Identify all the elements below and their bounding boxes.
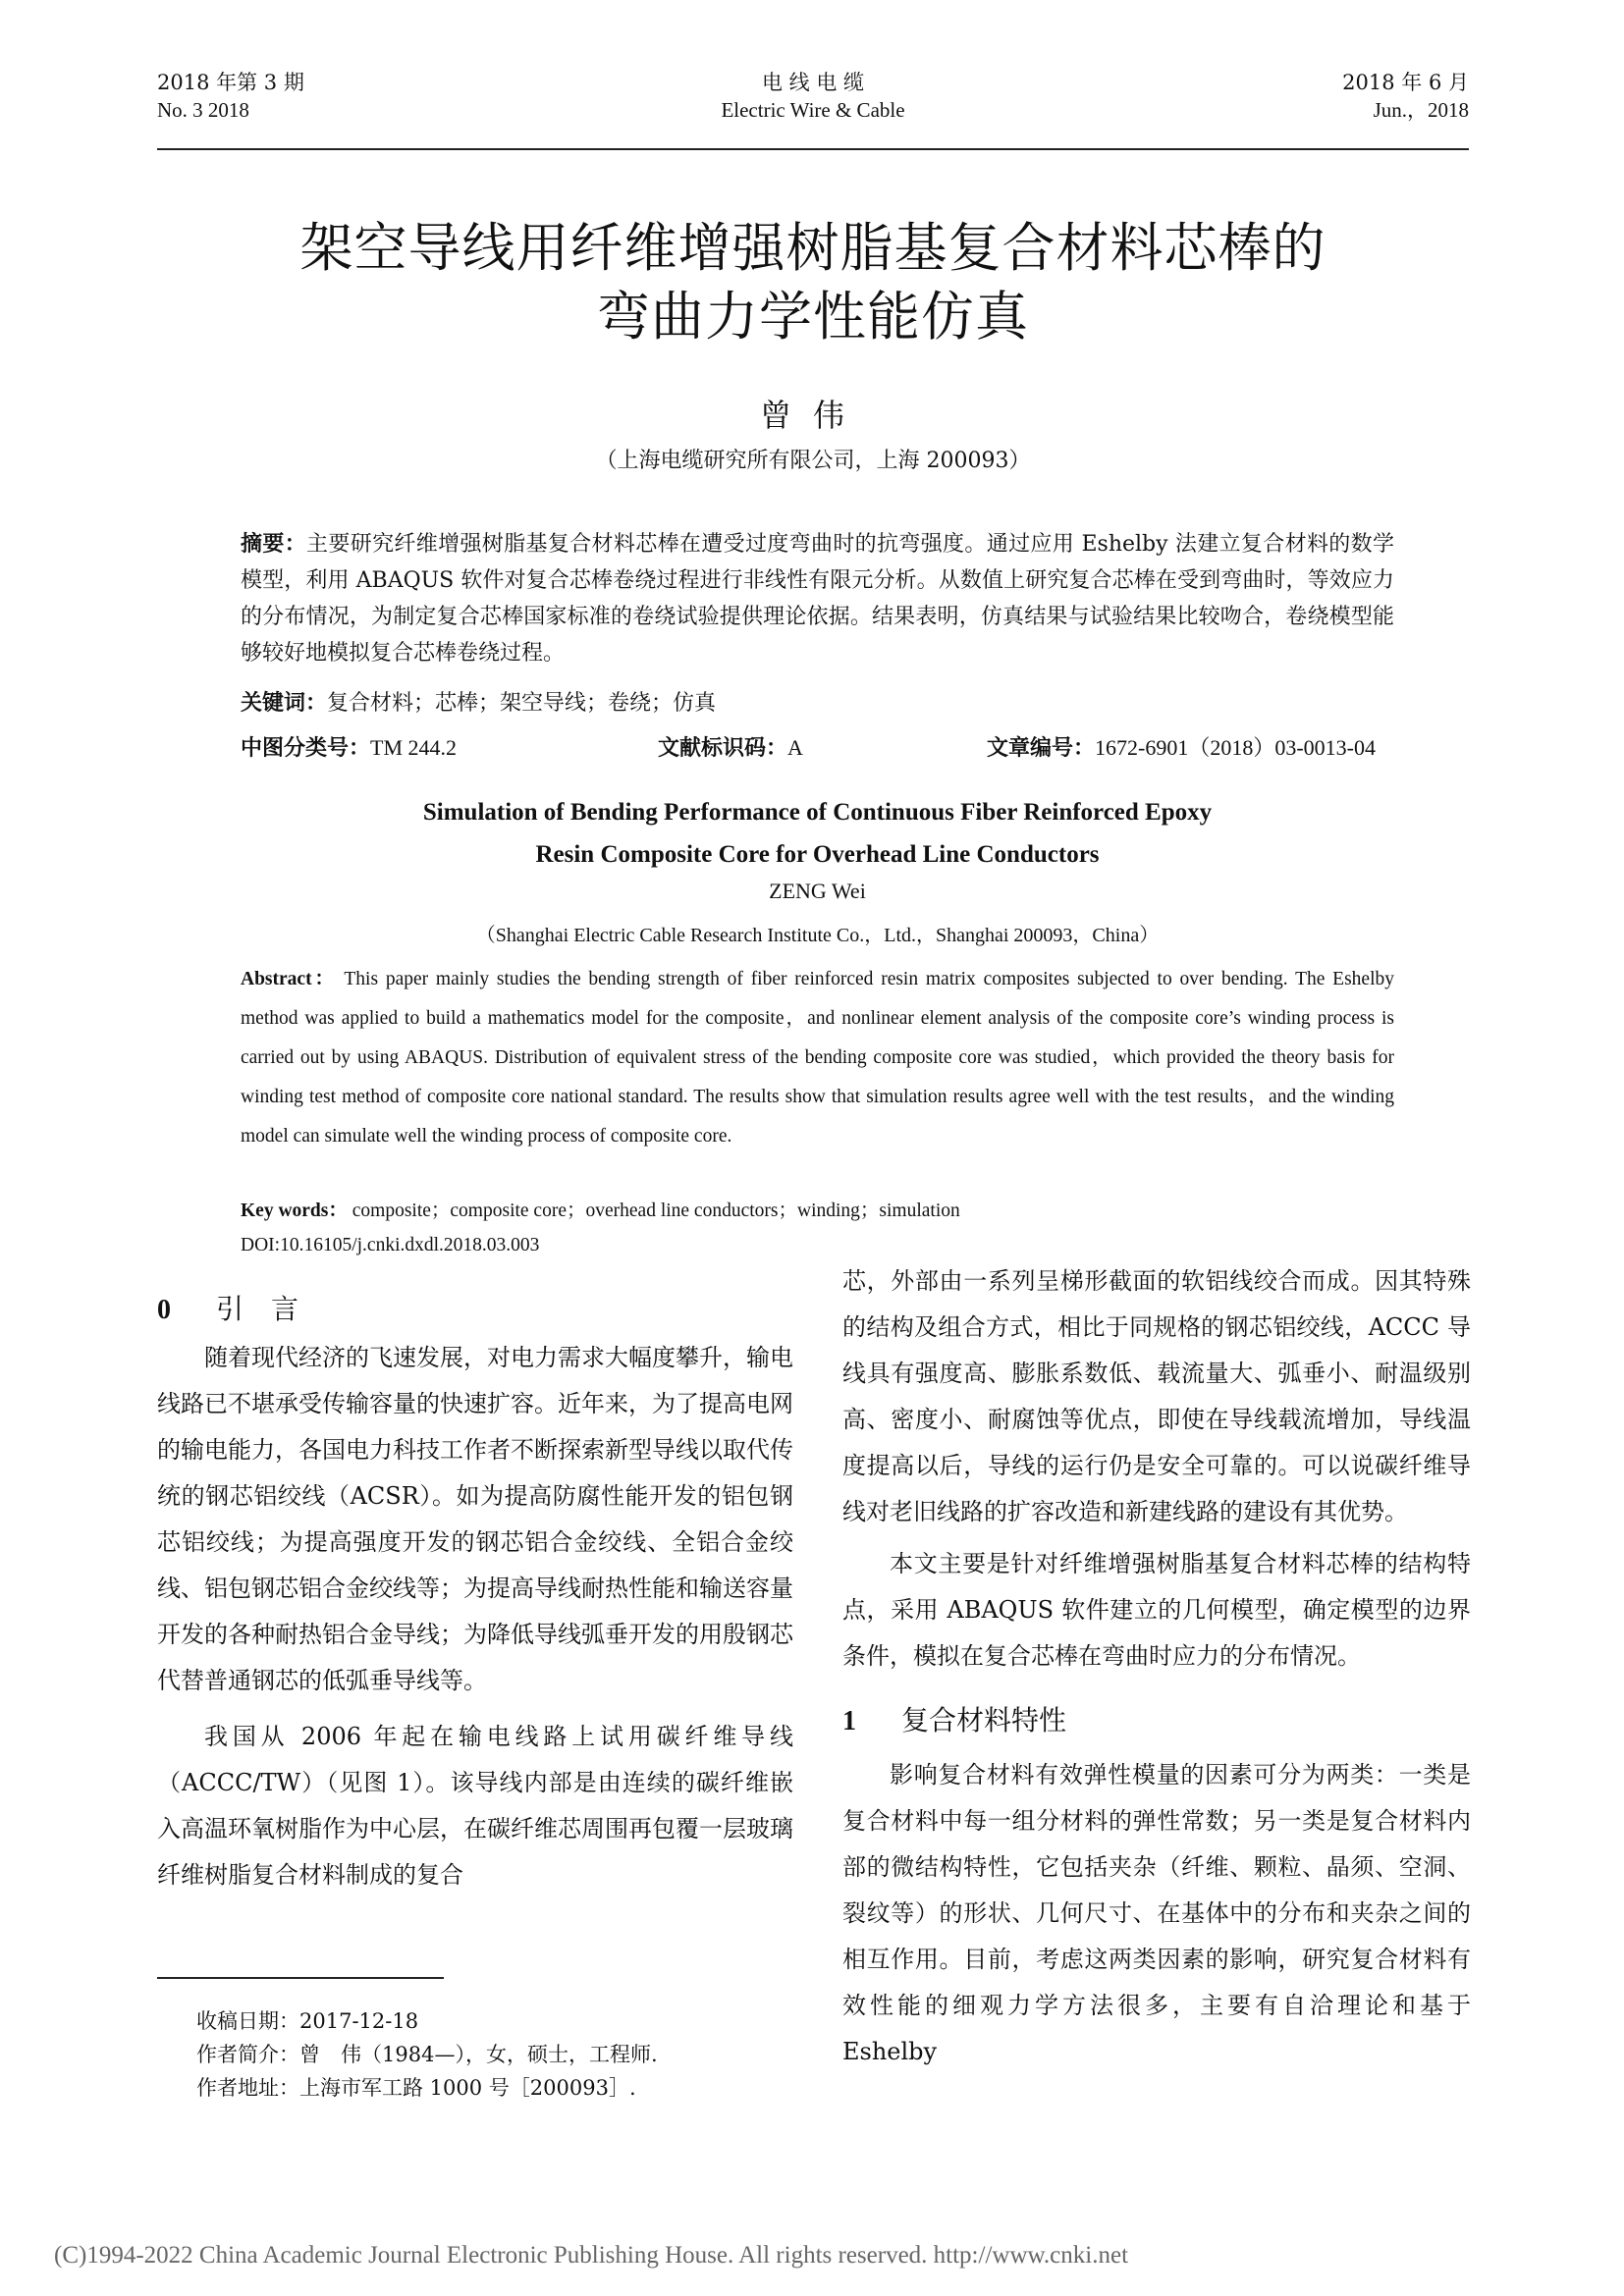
section-1-number: 1 xyxy=(842,1706,856,1736)
english-title-line-2: Resin Composite Core for Overhead Line Conductors xyxy=(535,841,1100,868)
author-bio: 作者简介：曾 伟（1984—），女，硕士，工程师. xyxy=(196,2043,658,2066)
english-title-line-1: Simulation of Bending Performance of Continuous Fiber Reinforced Epoxy xyxy=(422,799,1213,826)
section-0-heading xyxy=(157,1286,793,1325)
section-1-heading xyxy=(842,1697,1471,1736)
section-0-title: 引 言 xyxy=(216,1293,299,1325)
body-paragraph: 我国从 2006 年起在输电线路上试用碳纤维导线（ACCC/TW）（见图 1）。该导线内部是由连续的碳纤维嵌入高温环氧树脂作为中心层，在碳纤维芯周围再包覆一层玻璃纤维树脂复合材料制成的复合 xyxy=(157,1723,793,1889)
english-title xyxy=(241,791,1394,876)
header-date-en: Jun.，2018 xyxy=(1373,98,1469,122)
english-author: ZENG Wei xyxy=(769,879,866,903)
header-center xyxy=(550,69,1076,124)
keywords-cn xyxy=(241,689,716,719)
header-right xyxy=(1342,69,1469,124)
journal-name-en: Electric Wire & Cable xyxy=(721,98,905,122)
body-paragraph: 随着现代经济的飞速发展，对电力需求大幅度攀升，输电线路已不堪承受传输容量的快速扩容。近年来，为了提高电网的输电能力，各国电力科技工作者不断探索新型导线以取代传统的钢芯铝绞线（ACSR）。如为提高防腐性能开发的铝包钢芯铝绞线；为提高强度开发的钢芯铝合金绞线、全铝合金绞线、铝包钢芯铝合金绞线等；为提高导线耐热性能和输送容量开发的各种耐热铝合金导线；为降低导线弧垂开发的用殷钢芯代替普通钢芯的低弧垂导线等。 xyxy=(157,1344,793,1694)
footnotes xyxy=(196,2004,658,2105)
english-abstract-label: Abstract： xyxy=(241,969,337,989)
paper-title xyxy=(157,214,1469,351)
art-label: 文章编号： xyxy=(987,736,1096,761)
abstract-cn xyxy=(241,526,1394,671)
clc-number xyxy=(241,731,457,762)
body-paragraph: 影响复合材料有效弹性模量的因素可分为两类：一类是复合材料中每一组分材料的弹性常数；另一类是复合材料内部的微结构特性，它包括夹杂（纤维、颗粒、晶须、空洞、裂纹等）的形状、几何尺寸、在基体中的分布和夹杂之间的相互作用。目前，考虑这两类因素的影响，研究复合材料有效性能的细观力学方法很多，主要有自洽理论和基于 Eshelby xyxy=(842,1761,1471,2065)
title-line-2: 弯曲力学性能仿真 xyxy=(597,286,1029,347)
left-column xyxy=(157,1286,793,1898)
footnote-rule xyxy=(157,1977,444,1979)
keywords-cn-text: 复合材料；芯棒；架空导线；卷绕；仿真 xyxy=(327,691,717,716)
english-affiliation: （Shanghai Electric Cable Research Institute Co.，Ltd.，Shanghai 200093，China） xyxy=(475,925,1160,946)
classification-row xyxy=(241,731,1394,761)
copyright-notice: (C)1994-2022 China Academic Journal Electronic Publishing House. All rights reserved. http://www.cnki.net xyxy=(54,2242,1129,2269)
doc-value: A xyxy=(787,735,803,760)
doi: DOI:10.16105/j.cnki.dxdl.2018.03.003 xyxy=(241,1235,540,1255)
art-value: 1672-6901（2018）03-0013-04 xyxy=(1095,735,1376,760)
header-date-cn: 2018 年 6 月 xyxy=(1342,71,1469,94)
header-left xyxy=(157,69,304,124)
document-code xyxy=(658,731,803,762)
section-0-number: 0 xyxy=(157,1295,171,1325)
article-number xyxy=(987,731,1376,762)
title-line-1: 架空导线用纤维增强树脂基复合材料芯棒的 xyxy=(299,217,1326,279)
header-issue-en: No. 3 2018 xyxy=(157,98,249,122)
author-address: 作者地址：上海市军工路 1000 号［200093］. xyxy=(196,2076,636,2100)
english-keywords xyxy=(241,1198,960,1225)
received-date: 收稿日期：2017-12-18 xyxy=(196,2009,419,2033)
clc-label: 中图分类号： xyxy=(241,736,371,761)
abstract-cn-label: 摘要： xyxy=(241,532,307,557)
english-abstract-text: This paper mainly studies the bending strength of fiber reinforced resin matrix composites subjected to over bending. The Eshelby method was applied to build a mathematics model for the composite，and nonlinear element analysis of the composite core’s winding process is carried out by using ABAQUS. Distribution of equivalent stress of the bending composite core was studied，which provided the theory basis for winding test method of composite core national standard. The results show that simulation results agree well with the test results，and the winding model can simulate well the winding process of composite core. xyxy=(241,969,1395,1147)
english-keywords-label: Key words： xyxy=(241,1201,348,1221)
affiliation: （上海电缆研究所有限公司，上海 200093） xyxy=(595,449,1031,473)
body-paragraph: 本文主要是针对纤维增强树脂基复合材料芯棒的结构特点，采用 ABAQUS 软件建立的几何模型，确定模型的边界条件，模拟在复合芯棒在弯曲时应力的分布情况。 xyxy=(842,1550,1471,1670)
keywords-cn-label: 关键词： xyxy=(241,691,328,716)
doc-label: 文献标识码： xyxy=(658,736,788,761)
journal-name-cn: 电 线 电 缆 xyxy=(761,71,865,94)
english-abstract xyxy=(241,960,1394,1156)
right-column xyxy=(842,1258,1471,2075)
clc-value: TM 244.2 xyxy=(370,735,458,760)
body-paragraph: 芯，外部由一系列呈梯形截面的软铝线绞合而成。因其特殊的结构及组合方式，相比于同规格的钢芯铝绞线，ACCC 导线具有强度高、膨胀系数低、载流量大、弧垂小、耐温级别高、密度小、耐腐蚀等优点，即使在导线载流增加，导线温度提高以后，导线的运行仍是安全可靠的。可以说碳纤维导线对老旧线路的扩容改造和新建线路的建设有其优势。 xyxy=(842,1267,1471,1525)
header-rule xyxy=(157,148,1469,150)
abstract-cn-text: 主要研究纤维增强树脂基复合材料芯棒在遭受过度弯曲时的抗弯强度。通过应用 Eshelby 法建立复合材料的数学模型，利用 ABAQUS 软件对复合芯棒卷绕过程进行非线性有限元分析。从数值上研究复合芯棒在受到弯曲时，等效应力的分布情况，为制定复合芯棒国家标准的卷绕试验提供理论依据。结果表明，仿真结果与试验结果比较吻合，卷绕模型能够较好地模拟复合芯棒卷绕过程。 xyxy=(241,532,1394,666)
author-name: 曾伟 xyxy=(759,397,866,434)
header-issue-cn: 2018 年第 3 期 xyxy=(157,71,304,94)
section-1-title: 复合材料特性 xyxy=(901,1704,1067,1736)
english-keywords-text: composite；composite core；overhead line conductors；winding；simulation xyxy=(352,1201,960,1221)
